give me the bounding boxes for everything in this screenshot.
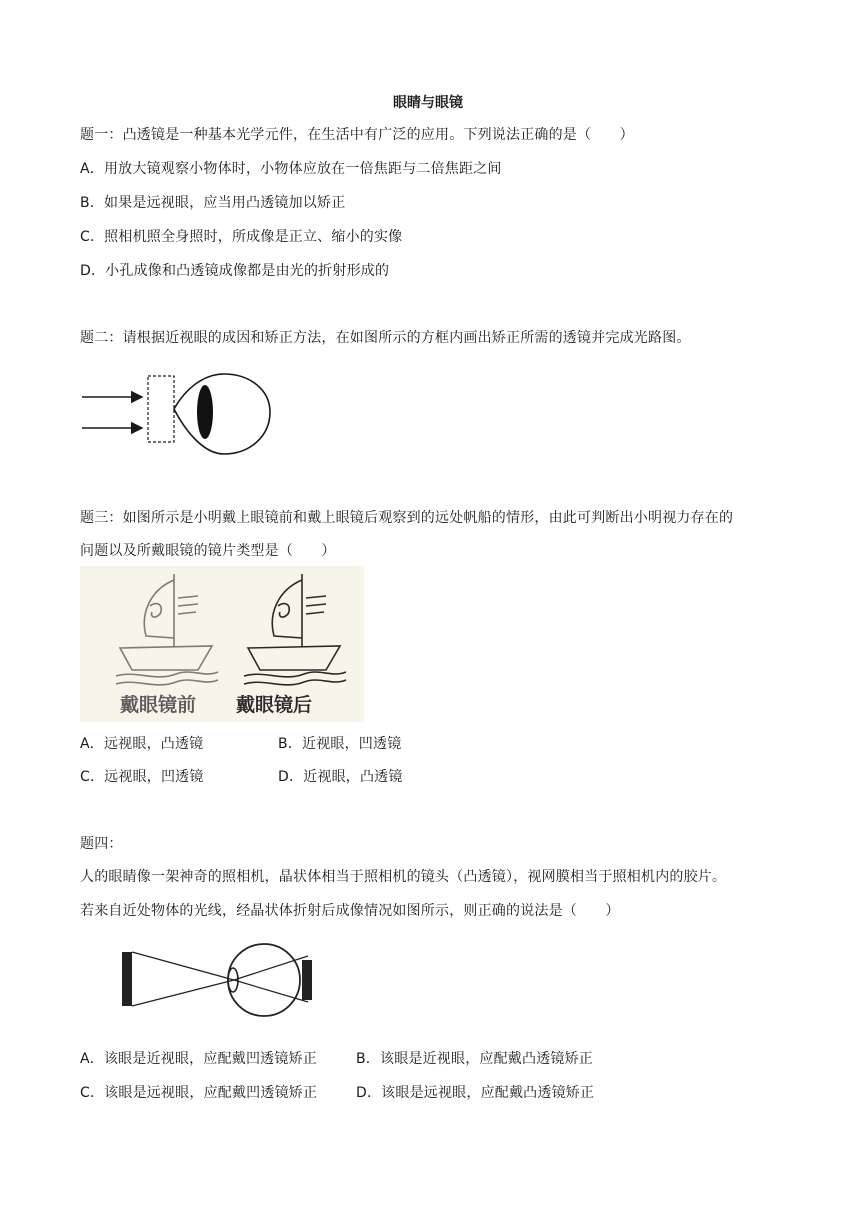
q1-option-a: A．用放大镜观察小物体时，小物体应放在一倍焦距与二倍焦距之间	[80, 161, 502, 177]
caption-after-glasses: 戴眼镜后	[236, 694, 313, 716]
sailboat-clear	[244, 574, 346, 685]
eyeball-circle	[228, 944, 300, 1016]
q3-option-a: A．远视眼，凸透镜	[80, 736, 204, 752]
q3-stem-line1: 题三：如图所示是小明戴上眼镜前和戴上眼镜后观察到的远处帆船的情形，由此可判断出小明视力存在的	[80, 510, 734, 526]
sailboat-comparison-figure	[80, 566, 364, 722]
ray-top	[132, 952, 234, 980]
sailboat-blurry	[116, 574, 218, 685]
q1-option-b: B．如果是远视眼，应当用凸透镜加以矫正	[80, 195, 346, 211]
q1-stem: 题一：凸透镜是一种基本光学元件，在生活中有广泛的应用。下列说法正确的是（ ）	[80, 127, 634, 143]
q4-option-a: A．该眼是近视眼，应配戴凹透镜矫正	[80, 1051, 317, 1067]
myopia-eye-diagram	[78, 366, 278, 460]
q4-option-b: B．该眼是近视眼，应配戴凸透镜矫正	[356, 1051, 594, 1067]
q1-option-c: C．照相机照全身照时，所成像是正立、缩小的实像	[80, 229, 403, 245]
eye-crystalline-lens	[197, 385, 213, 439]
object-bar	[122, 952, 132, 1006]
ray-bottom-continued	[234, 980, 308, 1002]
q4-stem-line1: 人的眼睛像一架神奇的照相机，晶状体相当于照相机的镜头（凸透镜），视网膜相当于照相机内的胶片。	[80, 869, 727, 885]
q3-option-c: C．远视眼，凹透镜	[80, 769, 204, 785]
q3-stem-line2: 问题以及所戴眼镜的镜片类型是（ ）	[80, 543, 336, 559]
q4-label: 题四：	[80, 836, 123, 852]
q4-option-c: C．该眼是远视眼，应配戴凹透镜矫正	[80, 1085, 318, 1101]
q4-option-d: D．该眼是远视眼，应配戴凸透镜矫正	[356, 1085, 595, 1101]
q3-option-b: B．近视眼，凹透镜	[278, 736, 402, 752]
page-title: 眼睛与眼镜	[393, 95, 463, 111]
eye-imaging-diagram	[118, 940, 330, 1020]
ray-bottom	[132, 980, 234, 1006]
q1-option-d: D．小孔成像和凸透镜成像都是由光的折射形成的	[80, 263, 390, 279]
q3-option-d: D．近视眼，凸透镜	[278, 769, 403, 785]
image-on-retina	[302, 960, 312, 1000]
ray-top-continued	[234, 956, 308, 980]
q4-stem-line2: 若来自近处物体的光线，经晶状体折射后成像情况如图所示，则正确的说法是（ ）	[80, 903, 620, 919]
q2-stem: 题二：请根据近视眼的成因和矫正方法，在如图所示的方框内画出矫正所需的透镜并完成光路图。	[80, 330, 691, 346]
eyeball-outline	[174, 374, 270, 454]
caption-before-glasses: 戴眼镜前	[120, 694, 197, 716]
lens-dashed-box	[148, 376, 174, 442]
